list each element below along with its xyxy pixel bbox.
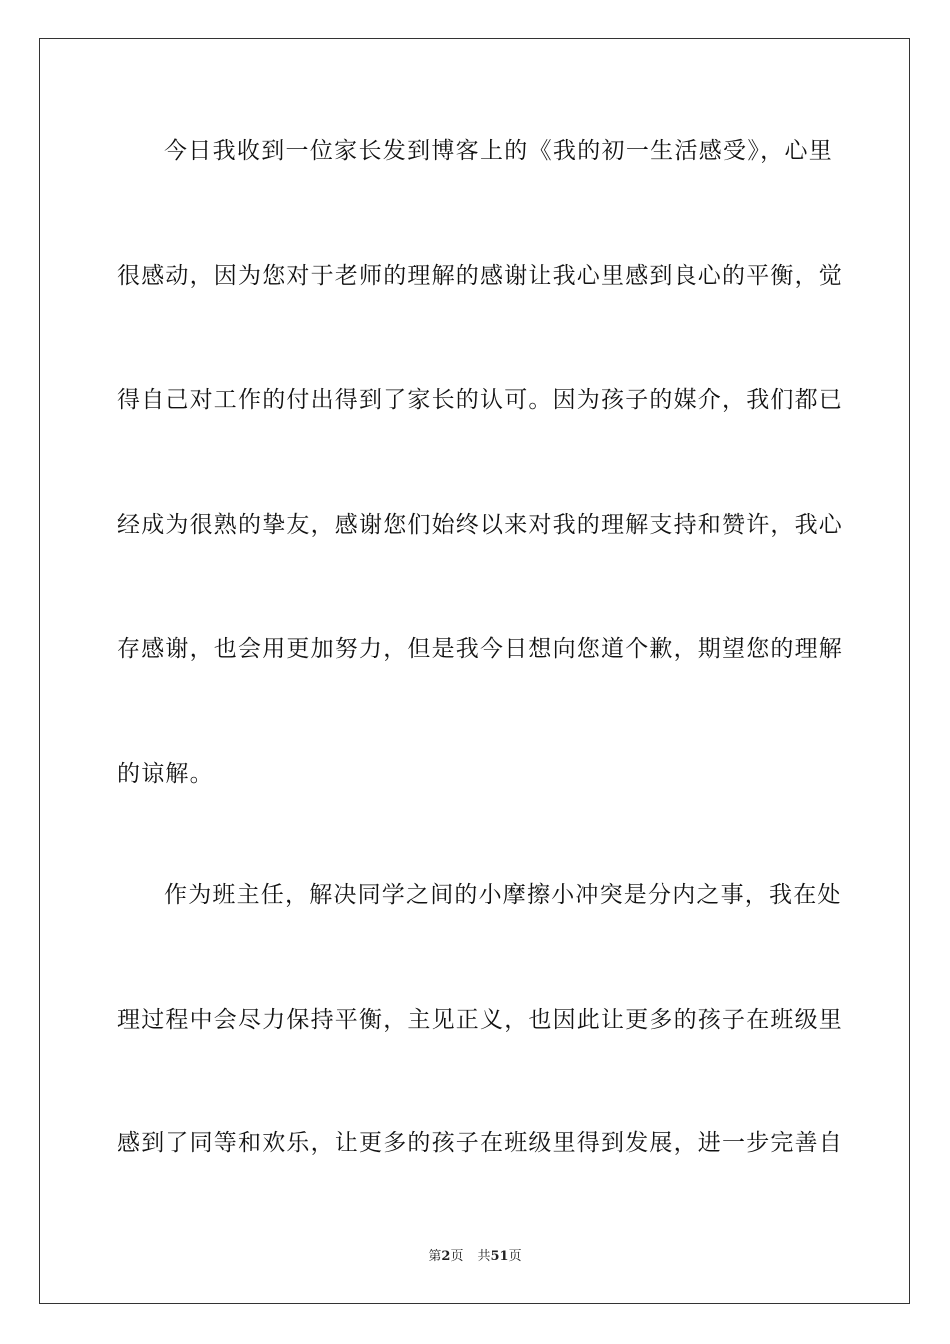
total-suffix: 页 <box>508 1249 522 1264</box>
paragraph-2-line-2: 理过程中会尽力保持平衡，主见正义，也因此让更多的孩子在班级里 <box>117 1007 843 1033</box>
paragraph-1-line-2: 很感动，因为您对于老师的理解的感谢让我心里感到良心的平衡，觉 <box>117 263 843 289</box>
paragraph-1-line-5: 存感谢，也会用更加努力，但是我今日想向您道个歉，期望您的理解 <box>117 636 843 662</box>
paragraph-2-line-3: 感到了同等和欢乐，让更多的孩子在班级里得到发展，进一步完善自 <box>117 1130 843 1156</box>
page-footer <box>0 1248 950 1266</box>
current-page-number: 2 <box>441 1249 451 1264</box>
page-prefix: 第 <box>428 1249 442 1264</box>
total-page-number: 51 <box>490 1249 509 1264</box>
page-border <box>39 38 910 1304</box>
total-prefix: 共 <box>477 1249 491 1264</box>
paragraph-1-line-4: 经成为很熟的挚友，感谢您们始终以来对我的理解支持和赞许，我心 <box>117 512 843 538</box>
paragraph-1-line-3: 得自己对工作的付出得到了家长的认可。因为孩子的媒介，我们都已 <box>117 387 843 413</box>
page-suffix: 页 <box>450 1249 464 1264</box>
paragraph-1-line-1: 今日我收到一位家长发到博客上的《我的初一生活感受》，心里 <box>164 138 833 164</box>
paragraph-1-line-6: 的谅解。 <box>117 761 214 787</box>
paragraph-2-line-1: 作为班主任，解决同学之间的小摩擦小冲突是分内之事，我在处 <box>164 882 842 908</box>
